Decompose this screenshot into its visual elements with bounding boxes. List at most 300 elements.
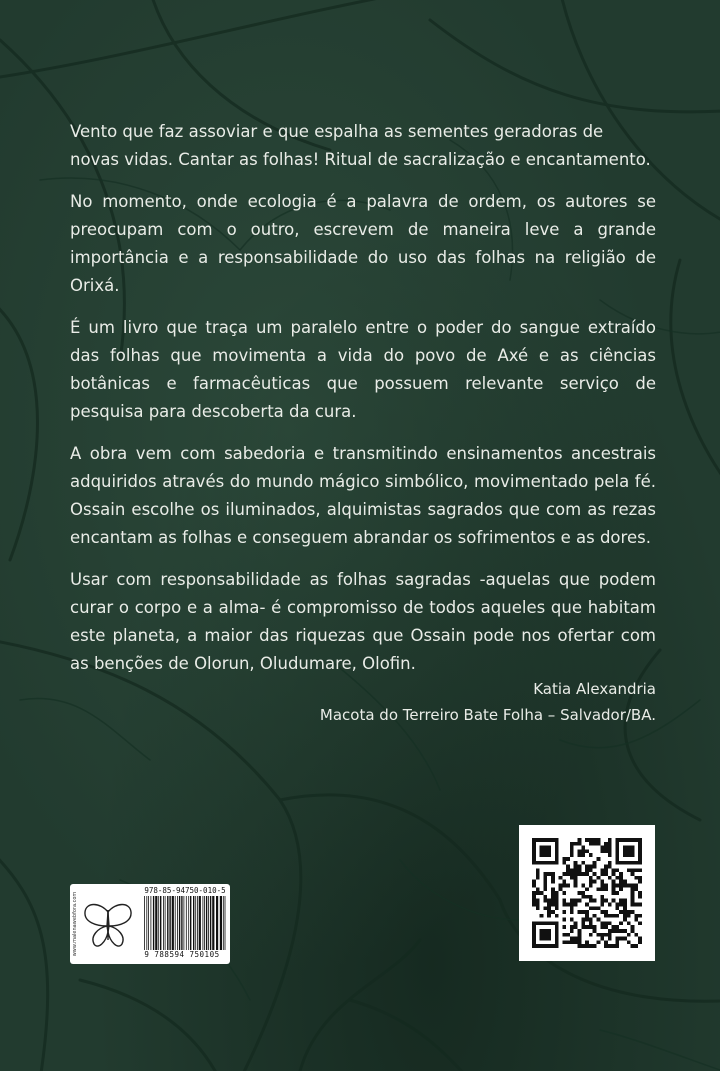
barcode-bar [151, 896, 152, 950]
qr-module [600, 849, 604, 853]
qr-module [551, 872, 555, 876]
qr-module [570, 872, 574, 876]
qr-module [631, 899, 635, 903]
qr-module [562, 925, 566, 929]
qr-module [574, 880, 578, 884]
qr-module [589, 884, 593, 888]
qr-module [551, 891, 555, 895]
qr-module [593, 872, 597, 876]
qr-module [631, 868, 635, 872]
qr-module [600, 925, 604, 929]
barcode-bar [179, 896, 180, 950]
qr-module [589, 868, 593, 872]
qr-module [600, 895, 604, 899]
qr-module [589, 865, 593, 869]
qr-module [570, 846, 574, 850]
qr-module [608, 914, 612, 918]
qr-module [600, 937, 604, 941]
qr-module [593, 842, 597, 846]
qr-module [578, 838, 582, 842]
qr-module [600, 921, 604, 925]
qr-module [559, 887, 563, 891]
qr-module [574, 876, 578, 880]
qr-module [612, 891, 616, 895]
qr-module [631, 929, 635, 933]
qr-module [634, 944, 638, 948]
qr-module [547, 899, 551, 903]
qr-module [551, 902, 555, 906]
qr-module [570, 925, 574, 929]
qr-module [562, 910, 566, 914]
qr-module [619, 884, 623, 888]
qr-module [540, 891, 544, 895]
qr-module [570, 842, 574, 846]
qr-module [574, 872, 578, 876]
qr-module [627, 910, 631, 914]
qr-module [608, 842, 612, 846]
qr-module [631, 902, 635, 906]
qr-module [589, 921, 593, 925]
qr-module [570, 868, 574, 872]
qr-module [608, 853, 612, 857]
qr-module [536, 868, 540, 872]
qr-module [585, 849, 589, 853]
qr-module [604, 933, 608, 937]
qr-module [619, 910, 623, 914]
qr-module [540, 929, 551, 940]
qr-module [570, 918, 574, 922]
qr-module [593, 865, 597, 869]
qr-module [570, 910, 574, 914]
qr-module [532, 880, 536, 884]
qr-module [604, 868, 608, 872]
qr-module [638, 940, 642, 944]
publisher-url: www.malenawebfora.com [72, 891, 78, 957]
barcode-bar [177, 896, 178, 950]
qr-module [574, 899, 578, 903]
qr-module [596, 906, 600, 910]
qr-module [604, 925, 608, 929]
qr-module [574, 842, 578, 846]
qr-module [596, 918, 600, 922]
qr-module [543, 880, 547, 884]
qr-module [589, 895, 593, 899]
qr-module [596, 876, 600, 880]
qr-module [532, 884, 536, 888]
qr-module [562, 880, 566, 884]
qr-module [627, 921, 631, 925]
qr-module [578, 940, 582, 944]
qr-module [600, 887, 604, 891]
qr-module [581, 884, 585, 888]
barcode-bar [188, 896, 189, 950]
qr-module [623, 937, 627, 941]
qr-module [604, 887, 608, 891]
qr-module [566, 857, 570, 861]
qr-module [612, 925, 616, 929]
qr-module [589, 933, 593, 937]
blurb-paragraph-2: No momento, onde ecologia é a palavra de ordem, os autores se preocupam com o outro, escrevem de maneira leve a grande importância e a responsabilidade do uso das folhas na religião de Orixá. [70, 192, 656, 295]
qr-module [578, 899, 582, 903]
qr-module [623, 906, 627, 910]
qr-module [555, 902, 559, 906]
barcode-bar [210, 896, 211, 950]
qr-module [638, 895, 642, 899]
qr-module [562, 899, 566, 903]
qr-module [543, 906, 547, 910]
qr-module [547, 872, 551, 876]
qr-module [570, 849, 574, 853]
butterfly-icon [80, 896, 136, 952]
qr-code-panel [519, 825, 655, 961]
qr-module [589, 906, 593, 910]
qr-module [543, 876, 547, 880]
qr-module [604, 884, 608, 888]
qr-module [562, 872, 566, 876]
qr-module [555, 914, 559, 918]
qr-module [615, 925, 619, 929]
qr-module [623, 899, 627, 903]
qr-module [589, 880, 593, 884]
qr-module [631, 895, 635, 899]
barcode-bar [225, 896, 226, 950]
qr-module [536, 876, 540, 880]
qr-module [612, 872, 616, 876]
qr-module [600, 872, 604, 876]
qr-module [593, 861, 597, 865]
qr-module [634, 933, 638, 937]
qr-module [543, 884, 547, 888]
qr-module [566, 933, 570, 937]
qr-module [562, 918, 566, 922]
barcode-bars [142, 896, 228, 950]
qr-module [619, 872, 623, 876]
qr-module [570, 899, 574, 903]
barcode-bar [146, 896, 147, 950]
qr-module [593, 899, 597, 903]
qr-module [585, 918, 589, 922]
qr-module [600, 933, 604, 937]
qr-module [585, 865, 589, 869]
qr-module [585, 868, 589, 872]
qr-module [566, 865, 570, 869]
qr-module [634, 902, 638, 906]
qr-module [608, 929, 612, 933]
qr-code-icon [532, 838, 642, 948]
qr-module [638, 876, 642, 880]
qr-module [608, 937, 612, 941]
signature-block [320, 676, 656, 728]
qr-module [623, 846, 634, 857]
barcode-bar [212, 896, 214, 950]
qr-module [589, 899, 593, 903]
qr-module [631, 872, 635, 876]
qr-module [578, 929, 582, 933]
barcode-bar [158, 896, 159, 950]
blurb-paragraph-5: Usar com responsabilidade as folhas sagradas -aquelas que podem curar o corpo e a alma- é compromisso de todos aqueles que habitam este planeta, a maior das riquezas que Ossain pode nos ofertar com as benções de Olorun, Oludumare, Olofin. [70, 570, 656, 673]
qr-module [608, 861, 612, 865]
qr-module [593, 838, 597, 842]
qr-module [623, 918, 627, 922]
barcode-bar [199, 896, 201, 950]
qr-module [623, 902, 627, 906]
qr-module [612, 929, 616, 933]
barcode-bar [195, 896, 196, 950]
qr-module [543, 899, 547, 903]
qr-module [566, 884, 570, 888]
qr-module [543, 895, 547, 899]
qr-module [619, 929, 623, 933]
qr-module [619, 887, 623, 891]
qr-module [600, 899, 604, 903]
qr-module [578, 872, 582, 876]
qr-module [604, 910, 608, 914]
barcode-bar [206, 896, 207, 950]
qr-module [585, 940, 589, 944]
qr-module [589, 925, 593, 929]
qr-module [585, 887, 589, 891]
qr-module [578, 910, 582, 914]
barcode-bar [169, 896, 170, 950]
qr-module [608, 944, 612, 948]
qr-module [631, 925, 635, 929]
qr-module [536, 906, 540, 910]
qr-module [585, 902, 589, 906]
qr-module [562, 940, 566, 944]
qr-module [578, 853, 582, 857]
qr-module [551, 887, 555, 891]
qr-module [638, 902, 642, 906]
qr-module [596, 933, 600, 937]
qr-module [593, 906, 597, 910]
barcode-bar [203, 896, 204, 950]
blurb-paragraph-4: A obra vem com sabedoria e transmitindo ensinamentos ancestrais adquiridos através do mundo mágico simbólico, movimentado pela fé. Ossain escolhe os iluminados, alquimistas sagrados que com as rezas encantam as folhas e conseguem abrandar os sofrimentos e as dores. [70, 444, 656, 547]
qr-module [562, 933, 566, 937]
qr-module [574, 940, 578, 944]
qr-module [540, 846, 551, 857]
qr-module [631, 910, 635, 914]
qr-module [585, 895, 589, 899]
qr-module [600, 846, 604, 850]
barcode-bar [197, 896, 198, 950]
qr-module [612, 914, 616, 918]
qr-module [559, 876, 563, 880]
qr-module [559, 884, 563, 888]
qr-module [581, 849, 585, 853]
qr-module [619, 880, 623, 884]
qr-module [581, 910, 585, 914]
qr-module [612, 899, 616, 903]
qr-module [608, 849, 612, 853]
qr-module [596, 857, 600, 861]
qr-module [589, 838, 593, 842]
qr-module [574, 902, 578, 906]
qr-module [619, 902, 623, 906]
qr-module [604, 921, 608, 925]
qr-module [574, 937, 578, 941]
qr-module [547, 910, 551, 914]
qr-module [566, 872, 570, 876]
qr-module [551, 880, 555, 884]
signature-name: Katia Alexandria [533, 680, 656, 698]
barcode-bar [216, 896, 218, 950]
qr-module [593, 914, 597, 918]
qr-module [615, 906, 619, 910]
qr-module [574, 865, 578, 869]
qr-module [634, 918, 638, 922]
qr-module [600, 902, 604, 906]
qr-module [612, 880, 616, 884]
qr-module [578, 937, 582, 941]
qr-module [574, 861, 578, 865]
qr-module [608, 933, 612, 937]
qr-module [543, 872, 547, 876]
qr-module [581, 921, 585, 925]
qr-module [612, 868, 616, 872]
qr-module [562, 891, 566, 895]
qr-module [615, 929, 619, 933]
qr-module [608, 902, 612, 906]
qr-module [536, 872, 540, 876]
qr-module [608, 846, 612, 850]
qr-module [638, 921, 642, 925]
signature-role: Macota do Terreiro Bate Folha – Salvador/BA. [319, 706, 656, 724]
qr-module [551, 876, 555, 880]
qr-module [581, 872, 585, 876]
qr-module [604, 842, 608, 846]
qr-module [604, 940, 608, 944]
qr-module [593, 929, 597, 933]
qr-module [612, 884, 616, 888]
qr-module [627, 884, 631, 888]
qr-module [615, 876, 619, 880]
qr-module [536, 899, 540, 903]
qr-module [581, 944, 585, 948]
qr-module [589, 842, 593, 846]
barcode-bar [167, 896, 168, 950]
qr-module [596, 940, 600, 944]
qr-module [634, 876, 638, 880]
qr-module [562, 884, 566, 888]
qr-module [604, 899, 608, 903]
qr-module [634, 884, 638, 888]
qr-module [623, 914, 627, 918]
qr-module [532, 895, 536, 899]
qr-module [562, 902, 566, 906]
qr-module [555, 906, 559, 910]
barcode-bar [190, 896, 191, 950]
qr-module [570, 940, 574, 944]
qr-module [604, 872, 608, 876]
qr-module [608, 876, 612, 880]
barcode-bar [186, 896, 187, 950]
qr-module [570, 929, 574, 933]
qr-module [585, 944, 589, 948]
qr-module [623, 910, 627, 914]
qr-module [619, 899, 623, 903]
qr-module [578, 868, 582, 872]
qr-module [532, 899, 536, 903]
blurb-text [70, 118, 656, 692]
qr-module [581, 918, 585, 922]
qr-module [578, 891, 582, 895]
qr-module [638, 880, 642, 884]
qr-module [634, 914, 638, 918]
qr-module [634, 868, 638, 872]
qr-module [570, 937, 574, 941]
qr-module [581, 861, 585, 865]
qr-module [627, 933, 631, 937]
qr-module [570, 906, 574, 910]
isbn-number: 978-85-94750-010-5 [144, 886, 226, 895]
barcode-bar [193, 896, 194, 950]
qr-module [589, 918, 593, 922]
qr-module [574, 868, 578, 872]
qr-module [536, 891, 540, 895]
barcode-bar [163, 896, 164, 950]
qr-module [547, 914, 551, 918]
qr-module [581, 891, 585, 895]
qr-module [623, 929, 627, 933]
qr-module [551, 899, 555, 903]
qr-module [623, 884, 627, 888]
qr-module [604, 914, 608, 918]
qr-module [615, 902, 619, 906]
barcode-bar [223, 896, 224, 950]
qr-module [543, 887, 547, 891]
qr-module [612, 944, 616, 948]
qr-module [615, 868, 619, 872]
qr-module [638, 914, 642, 918]
qr-module [555, 895, 559, 899]
qr-module [555, 899, 559, 903]
qr-module [608, 838, 612, 842]
barcode-bar [165, 896, 166, 950]
qr-module [600, 868, 604, 872]
qr-module [615, 891, 619, 895]
qr-module [612, 887, 616, 891]
qr-module [570, 876, 574, 880]
qr-module [562, 857, 566, 861]
barcode-bar [175, 896, 176, 950]
qr-module [589, 853, 593, 857]
qr-module [574, 921, 578, 925]
qr-module [570, 902, 574, 906]
qr-module [631, 944, 635, 948]
qr-module [615, 914, 619, 918]
qr-module [566, 902, 570, 906]
qr-module [604, 944, 608, 948]
qr-module [619, 921, 623, 925]
qr-module [604, 846, 608, 850]
qr-module [600, 880, 604, 884]
qr-module [593, 925, 597, 929]
barcode-bar [153, 896, 154, 950]
qr-module [596, 838, 600, 842]
qr-module [540, 914, 544, 918]
qr-module [551, 895, 555, 899]
qr-module [574, 925, 578, 929]
qr-module [589, 876, 593, 880]
qr-module [600, 910, 604, 914]
qr-module [585, 914, 589, 918]
qr-module [627, 940, 631, 944]
qr-module [585, 838, 589, 842]
barcode-bar [181, 896, 182, 950]
qr-module [615, 944, 619, 948]
barcode-bar [220, 896, 222, 950]
qr-module [536, 902, 540, 906]
